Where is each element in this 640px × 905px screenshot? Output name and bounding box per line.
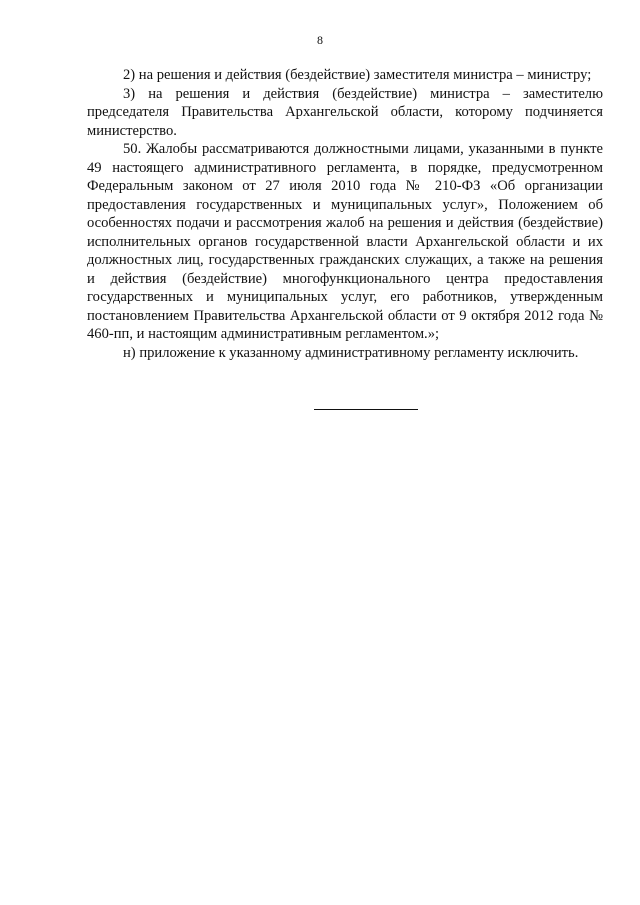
document-body bbox=[87, 66, 603, 362]
page-number: 8 bbox=[317, 33, 323, 47]
paragraph-item-3: 3) на решения и действия (бездействие) министра – заместителю председателя Правительства Архангельской области, которому подчиняется министерство. bbox=[87, 85, 603, 139]
paragraph-item-2: 2) на решения и действия (бездействие) заместителя министра – министру; bbox=[123, 67, 592, 83]
paragraph-clause-50: 50. Жалобы рассматриваются должностными лицами, указанными в пункте 49 настоящего административного регламента, в порядке, предусмотренном Федеральным законом от 27 июля 2010 года № 210-ФЗ «Об организации предоставления государственных и муниципальных услуг», Положением об особенностях подачи и рассмотрения жалоб на решения и действия (бездействие) исполнительных органов государственной власти Архангельской области и их должностных лиц, государственных гражданских служащих, а также на решения и действия (бездействие) многофункционального центра предоставления государственных и муниципальных услуг, его работников, утвержденным постановлением Правительства Архангельской области от 9 октября 2012 года № 460-пп, и настоящим административным регламентом.»; bbox=[87, 141, 603, 342]
paragraph-subclause-n: н) приложение к указанному административному регламенту исключить. bbox=[123, 344, 579, 361]
end-separator-line bbox=[314, 409, 418, 410]
